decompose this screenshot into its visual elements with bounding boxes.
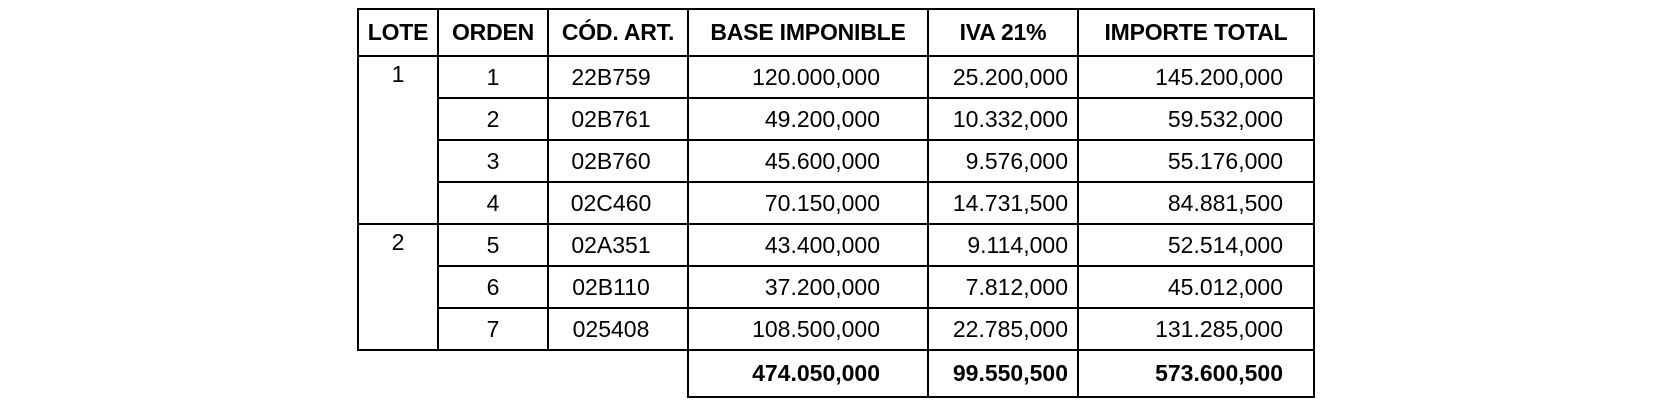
table-row: [358, 224, 1314, 266]
total-cell: 59.532,000: [1078, 98, 1314, 140]
cod-art-cell: 02B110: [548, 266, 688, 308]
iva-cell: 25.200,000: [928, 56, 1078, 98]
cod-art-cell: 02C460: [548, 182, 688, 224]
total-cell: 52.514,000: [1078, 224, 1314, 266]
header-importe-total: IMPORTE TOTAL: [1078, 9, 1314, 56]
iva-cell: 9.114,000: [928, 224, 1078, 266]
orden-cell: 7: [438, 308, 548, 350]
total-importe-cell: 573.600,500: [1078, 350, 1314, 397]
orden-cell: 6: [438, 266, 548, 308]
iva-cell: 10.332,000: [928, 98, 1078, 140]
base-cell: 49.200,000: [688, 98, 928, 140]
table-row: [358, 182, 1314, 224]
header-orden: ORDEN: [438, 9, 548, 56]
table-row: [358, 140, 1314, 182]
table-row: [358, 98, 1314, 140]
total-cell: 131.285,000: [1078, 308, 1314, 350]
header-cod-art: CÓD. ART.: [548, 9, 688, 56]
base-cell: 70.150,000: [688, 182, 928, 224]
lote-cell: 1: [358, 56, 438, 224]
base-cell: 43.400,000: [688, 224, 928, 266]
header-base-imponible: BASE IMPONIBLE: [688, 9, 928, 56]
iva-cell: 7.812,000: [928, 266, 1078, 308]
base-cell: 120.000,000: [688, 56, 928, 98]
total-cell: 55.176,000: [1078, 140, 1314, 182]
base-cell: 108.500,000: [688, 308, 928, 350]
cod-art-cell: 22B759: [548, 56, 688, 98]
header-row: [358, 9, 1314, 56]
totals-spacer: [358, 350, 688, 397]
cod-art-cell: 025408: [548, 308, 688, 350]
totals-row: [358, 350, 1314, 397]
total-cell: 145.200,000: [1078, 56, 1314, 98]
orden-cell: 4: [438, 182, 548, 224]
total-base-cell: 474.050,000: [688, 350, 928, 397]
total-iva-cell: 99.550,500: [928, 350, 1078, 397]
header-iva: IVA 21%: [928, 9, 1078, 56]
header-lote: LOTE: [358, 9, 438, 56]
lote-cell: 2: [358, 224, 438, 350]
cod-art-cell: 02A351: [548, 224, 688, 266]
table-row: [358, 308, 1314, 350]
orden-cell: 5: [438, 224, 548, 266]
iva-cell: 14.731,500: [928, 182, 1078, 224]
base-cell: 45.600,000: [688, 140, 928, 182]
total-cell: 45.012,000: [1078, 266, 1314, 308]
cod-art-cell: 02B761: [548, 98, 688, 140]
orden-cell: 2: [438, 98, 548, 140]
lots-table: [357, 8, 1315, 398]
orden-cell: 3: [438, 140, 548, 182]
cod-art-cell: 02B760: [548, 140, 688, 182]
table-row: [358, 56, 1314, 98]
base-cell: 37.200,000: [688, 266, 928, 308]
table-row: [358, 266, 1314, 308]
orden-cell: 1: [438, 56, 548, 98]
total-cell: 84.881,500: [1078, 182, 1314, 224]
iva-cell: 9.576,000: [928, 140, 1078, 182]
iva-cell: 22.785,000: [928, 308, 1078, 350]
